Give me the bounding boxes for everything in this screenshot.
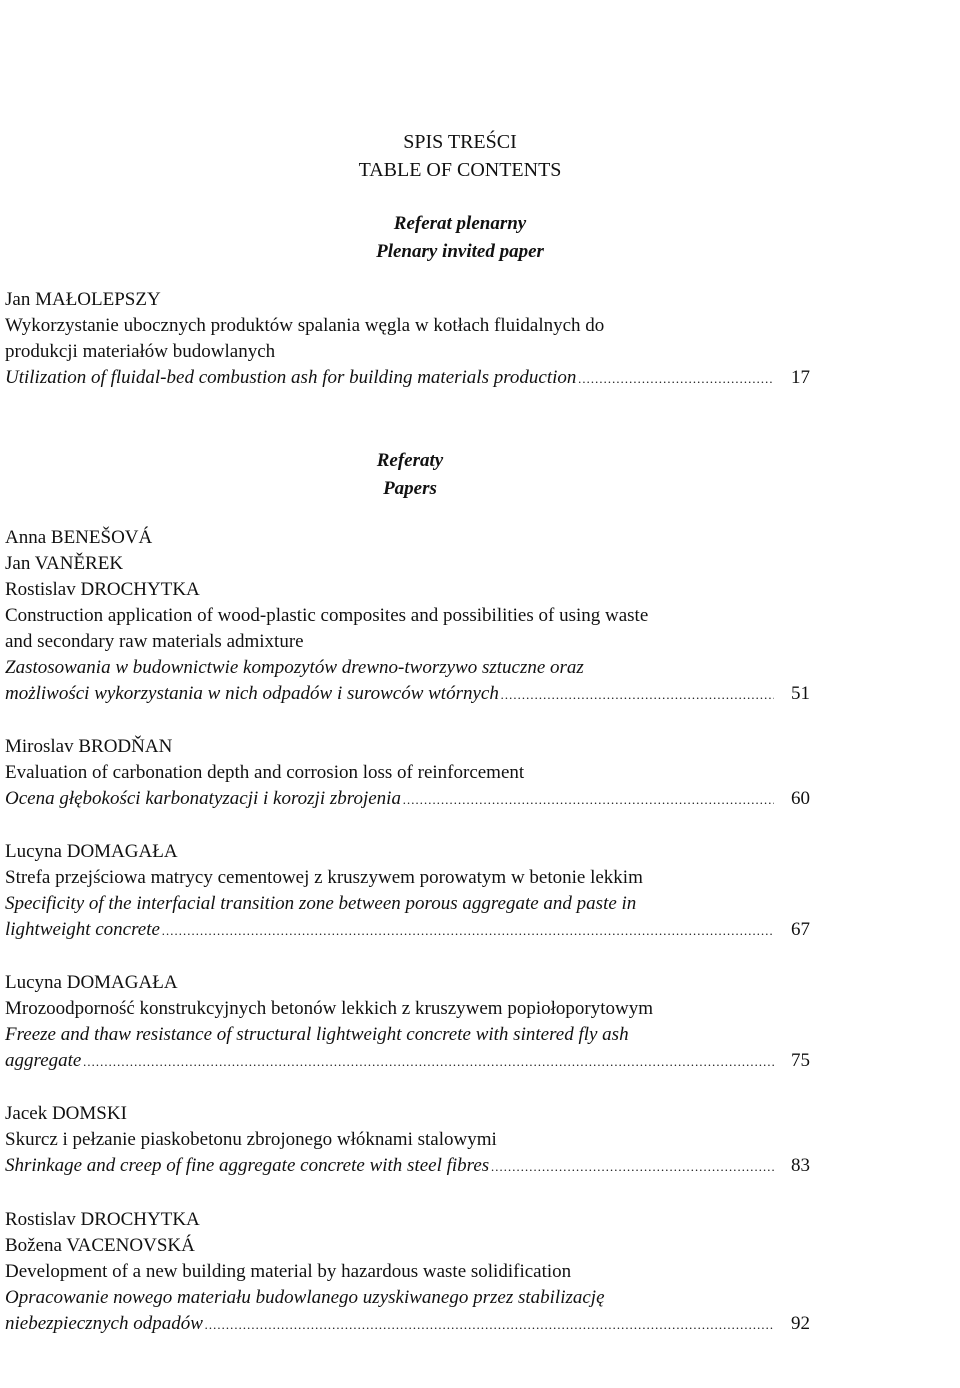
entry-title-en-line [5,1153,810,1179]
papers-section-heading [0,447,820,503]
entry-title-en: Utilization of fluidal-bed combustion ash for building materials production [5,367,577,388]
dot-leader [162,918,774,944]
entry-title-pl-line [5,681,810,707]
entry-title-pl: Strefa przejściowa matrycy cementowej z kruszywem porowatym w betonie lekkim [5,867,643,888]
toc-entry-benesova[interactable] [5,525,810,707]
toc-heading [0,128,920,184]
toc-entry-domagala-2[interactable] [5,970,810,1074]
entry-author: Jacek DOMSKI [5,1103,127,1124]
entry-title-en: Evaluation of carbonation depth and corrosion loss of reinforcement [5,762,525,783]
entry-page-number: 67 [791,919,810,940]
dot-leader [578,366,774,392]
dot-leader [205,1312,774,1338]
entry-title-pl: Wykorzystanie ubocznych produktów spalania węgla w kotłach fluidalnych do [5,315,605,336]
entry-title-en: Development of a new building material by hazardous waste solidification [5,1261,572,1282]
entry-title-en: Freeze and thaw resistance of structural lightweight concrete with sintered fly ash [5,1024,629,1045]
plenary-section-heading [0,210,920,266]
entry-author: Anna BENEŠOVÁ [5,527,153,548]
entry-author: Rostislav DROCHYTKA [5,1209,200,1230]
entry-title-en-line [5,1048,810,1074]
entry-page-number: 60 [791,788,810,809]
entry-author: Lucyna DOMAGAŁA [5,841,178,862]
toc-entry-brodnan[interactable] [5,734,810,812]
plenary-heading-en: Plenary invited paper [376,241,544,262]
entry-author: Lucyna DOMAGAŁA [5,972,178,993]
entry-title-pl: niebezpiecznych odpadów [5,1313,203,1334]
papers-heading-pl: Referaty [376,450,444,471]
toc-entry-domagala-1[interactable] [5,839,810,943]
entry-page-number: 83 [791,1155,810,1176]
entry-title-en: Specificity of the interfacial transition zone between porous aggregate and paste in [5,893,637,914]
entry-title-en: aggregate [5,1050,82,1071]
entry-title-pl: możliwości wykorzystania w nich odpadów i surowców wtórnych [5,683,499,704]
entry-title-pl-line [5,786,810,812]
entry-title-pl: Opracowanie nowego materiału budowlanego uzyskiwanego przez stabilizację [5,1287,605,1308]
entry-title-en: and secondary raw materials admixture [5,631,304,652]
entry-title-pl: Ocena głębokości karbonatyzacji i korozji zbrojenia [5,788,401,809]
entry-author: Jan MAŁOLEPSZY [5,289,161,310]
toc-entry-drochytka[interactable] [5,1207,810,1337]
plenary-heading-pl: Referat plenarny [393,213,527,234]
dot-leader [83,1049,774,1075]
dot-leader [403,787,774,813]
entry-title-en: Construction application of wood-plastic composites and possibilities of using waste [5,605,649,626]
papers-heading-en: Papers [383,478,437,499]
toc-entry-malolepszy[interactable] [5,287,810,391]
entry-title-pl: Mrozoodporność konstrukcyjnych betonów lekkich z kruszywem popiołoporytowym [5,998,653,1019]
entry-title-pl: Zastosowania w budownictwie kompozytów drewno-tworzywo sztuczne oraz [5,657,584,678]
entry-title-pl-line [5,1311,810,1337]
entry-author: Miroslav BRODŇAN [5,736,173,757]
entry-page-number: 92 [791,1313,810,1334]
entry-page-number: 75 [791,1050,810,1071]
entry-title-en-line [5,917,810,943]
dot-leader [491,1154,774,1180]
toc-entry-domski[interactable] [5,1101,810,1179]
toc-title-en: TABLE OF CONTENTS [358,159,562,181]
entry-title-en: lightweight concrete [5,919,160,940]
entry-title-pl: produkcji materiałów budowlanych [5,341,276,362]
entry-title-en: Shrinkage and creep of fine aggregate concrete with steel fibres [5,1155,490,1176]
entry-author: Jan VANĚREK [5,553,124,574]
entry-title-pl: Skurcz i pełzanie piaskobetonu zbrojonego włóknami stalowymi [5,1129,497,1150]
entry-title-en-line [5,365,810,391]
entry-page-number: 51 [791,683,810,704]
entry-author: Rostislav DROCHYTKA [5,579,200,600]
dot-leader [501,682,774,708]
entry-page-number: 17 [791,367,810,388]
toc-title-pl: SPIS TREŚCI [403,131,517,153]
entry-author: Božena VACENOVSKÁ [5,1235,195,1256]
